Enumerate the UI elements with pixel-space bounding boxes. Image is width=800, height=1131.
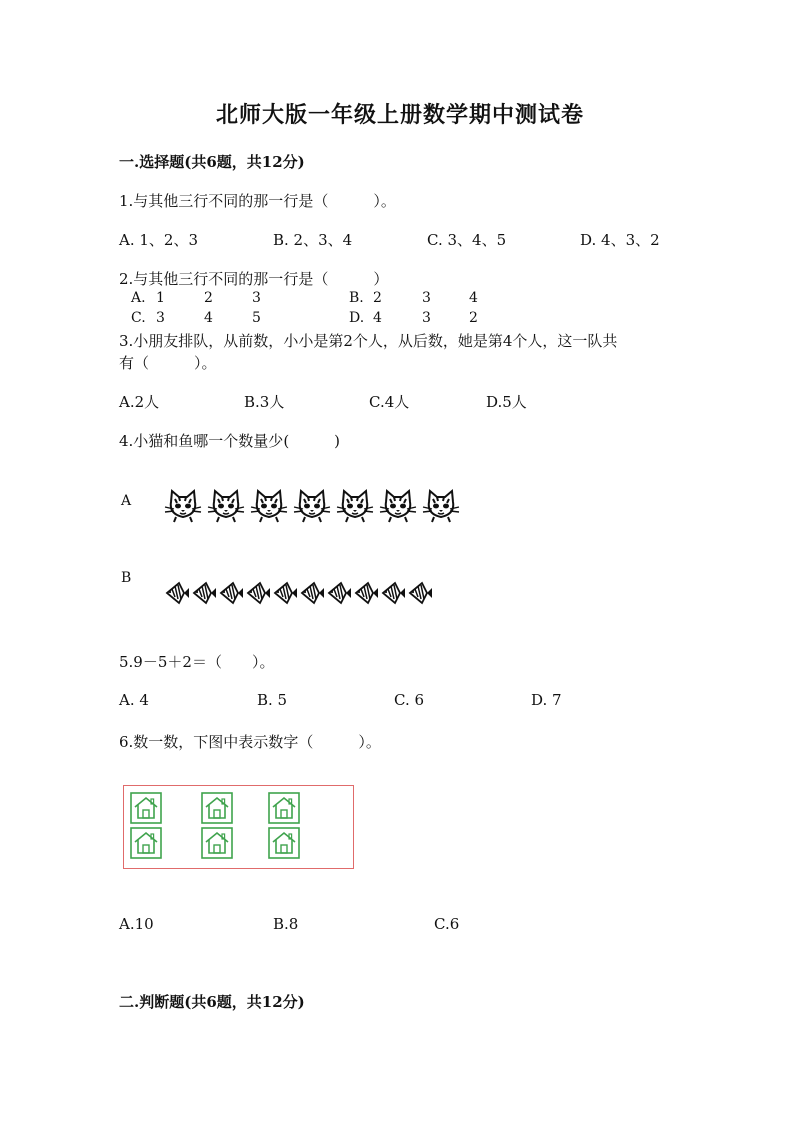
- q3-option-b[interactable]: B.3人: [244, 393, 285, 411]
- fish-icon: [164, 580, 190, 606]
- house-icon: [201, 792, 233, 824]
- house-icon: [268, 792, 300, 824]
- q6-option-b[interactable]: B.8: [273, 915, 299, 933]
- fish-icon: [191, 580, 217, 606]
- q5-option-d[interactable]: D. 7: [531, 691, 562, 709]
- q1-option-a[interactable]: A. 1、2、3: [119, 231, 198, 249]
- q2-option-a-num: 3: [252, 290, 261, 306]
- q2-option-c-num: 4: [204, 310, 213, 326]
- fish-icon: [272, 580, 298, 606]
- question-3-text: 3.小朋友排队，从前数，小小是第2个人，从后数，她是第4个人，这一队共: [119, 332, 618, 350]
- house-icon: [130, 792, 162, 824]
- q1-option-b[interactable]: B. 2、3、4: [273, 231, 353, 249]
- section-2-heading: 二.判断题(共6题，共12分): [119, 993, 305, 1011]
- fish-icon: [245, 580, 271, 606]
- q3-option-c[interactable]: C.4人: [369, 393, 410, 411]
- fish-row: [164, 580, 433, 606]
- q2-option-b-num: 2: [373, 290, 382, 306]
- q2-option-a-num: 2: [204, 290, 213, 306]
- q3-option-d[interactable]: D.5人: [486, 393, 527, 411]
- q4-label-a[interactable]: A: [121, 493, 132, 509]
- fish-icon: [218, 580, 244, 606]
- fish-icon: [299, 580, 325, 606]
- cat-row: [164, 488, 460, 524]
- q3-option-a[interactable]: A.2人: [119, 393, 160, 411]
- fish-icon: [326, 580, 352, 606]
- q2-option-a-label[interactable]: A.: [131, 290, 146, 306]
- cat-icon: [164, 488, 202, 524]
- q2-option-c-num: 3: [156, 310, 165, 326]
- question-3-text-cont: 有（ ）。: [119, 354, 217, 372]
- q2-option-b-label[interactable]: B.: [349, 290, 364, 306]
- cat-icon: [336, 488, 374, 524]
- fish-icon: [353, 580, 379, 606]
- question-6-text: 6.数一数，下图中表示数字（ ）。: [119, 733, 381, 751]
- cat-icon: [379, 488, 417, 524]
- section-1-heading: 一.选择题(共6题，共12分): [119, 153, 305, 171]
- question-4-text: 4.小猫和鱼哪一个数量少( ): [119, 432, 341, 450]
- cat-icon: [207, 488, 245, 524]
- q4-label-b[interactable]: B: [121, 570, 132, 586]
- q6-option-a[interactable]: A.10: [119, 915, 154, 933]
- q6-option-c[interactable]: C.6: [434, 915, 460, 933]
- house-icon: [201, 827, 233, 859]
- house-icon: [268, 827, 300, 859]
- house-icon: [130, 827, 162, 859]
- q2-option-d-num: 4: [373, 310, 382, 326]
- question-1-text: 1.与其他三行不同的那一行是（ ）。: [119, 192, 396, 210]
- q2-option-b-num: 3: [422, 290, 431, 306]
- fish-icon: [380, 580, 406, 606]
- question-2-text: 2.与其他三行不同的那一行是（ ）: [119, 270, 389, 288]
- q5-option-b[interactable]: B. 5: [257, 691, 288, 709]
- q2-option-d-num: 3: [422, 310, 431, 326]
- q5-option-c[interactable]: C. 6: [394, 691, 425, 709]
- q2-option-b-num: 4: [469, 290, 478, 306]
- page-title: 北师大版一年级上册数学期中测试卷: [215, 102, 584, 128]
- cat-icon: [250, 488, 288, 524]
- q2-option-a-num: 1: [156, 290, 165, 306]
- q1-option-d[interactable]: D. 4、3、2: [580, 231, 660, 249]
- q2-option-d-num: 2: [469, 310, 478, 326]
- q5-option-a[interactable]: A. 4: [119, 691, 149, 709]
- question-5-text: 5.9－5＋2＝（ ）。: [119, 653, 275, 671]
- house-figure-box: [123, 785, 354, 869]
- q2-option-d-label[interactable]: D.: [349, 310, 365, 326]
- q1-option-c[interactable]: C. 3、4、5: [427, 231, 507, 249]
- q2-option-c-label[interactable]: C.: [131, 310, 146, 326]
- q2-option-c-num: 5: [252, 310, 261, 326]
- cat-icon: [422, 488, 460, 524]
- cat-icon: [293, 488, 331, 524]
- fish-icon: [407, 580, 433, 606]
